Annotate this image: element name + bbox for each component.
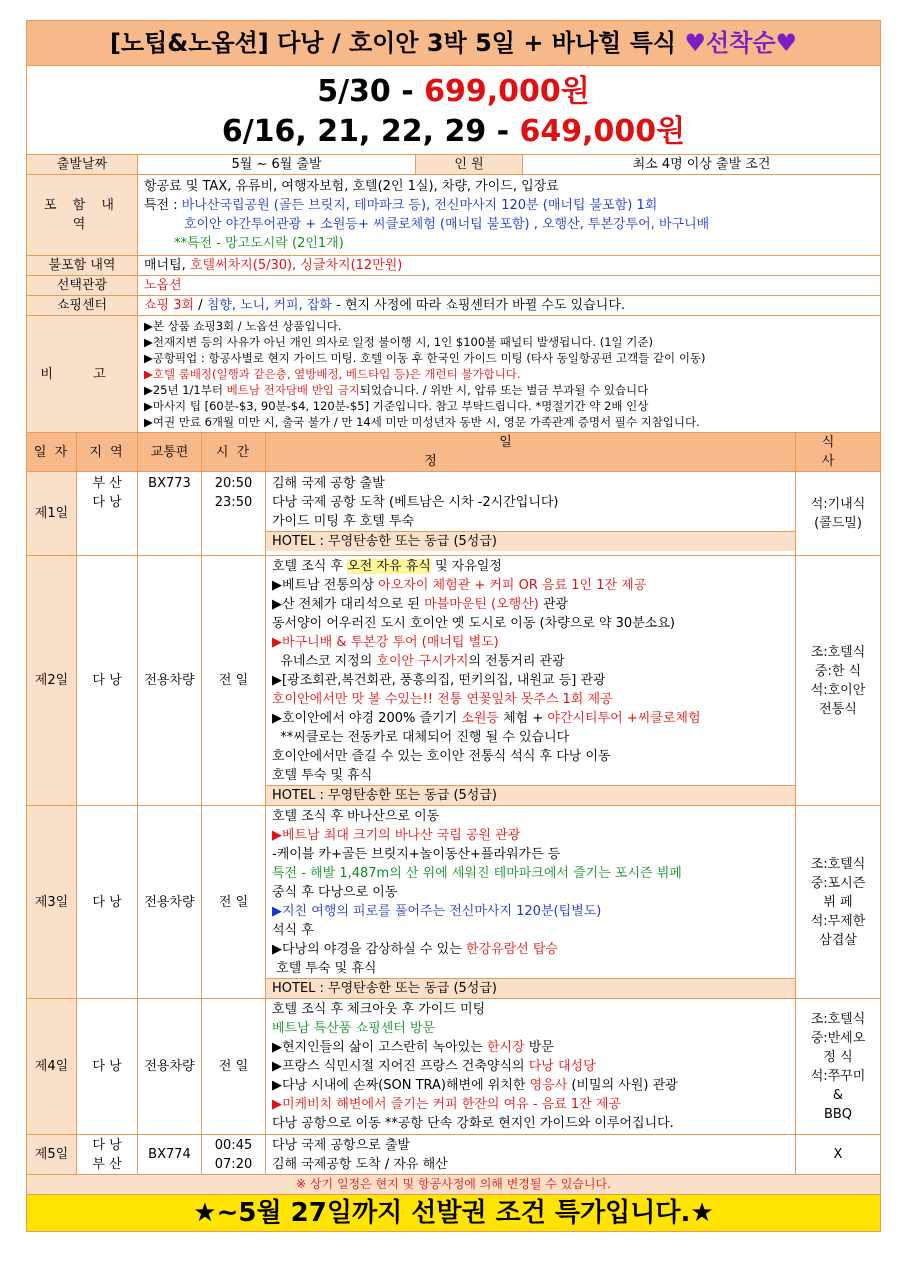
day3-schedule xyxy=(266,806,796,999)
option-value: 노옵션 xyxy=(138,276,881,296)
col-place: 지 역 xyxy=(77,433,138,472)
day4-item-3 xyxy=(266,1038,795,1057)
day4-item-3-post: 방문 xyxy=(524,1040,554,1055)
remark-1: ▶본 상품 쇼핑3회 / 노옵션 상품입니다. xyxy=(144,319,342,333)
day2-item-11: 호이안에서만 즐길 수 있는 호이안 전통식 석식 후 다낭 이동 xyxy=(272,749,611,764)
day4-item-6: ▶미케비치 해변에서 즐기는 커피 한잔의 여유 - 음료 1잔 제공 xyxy=(272,1097,621,1112)
remark-4: ▶호텔 룸배정(일행과 같은층, 옆방배정, 베드타입 등)은 개런티 불가합니다. xyxy=(144,367,521,381)
promo-banner: ★~5월 27일까지 선발권 조건 특가입니다.★ xyxy=(27,1195,881,1232)
day4-item-5-red: 영응사 xyxy=(529,1078,568,1093)
day4-item-1: 호텔 조식 후 체크아웃 후 가이드 미팅 xyxy=(272,1002,486,1017)
day4-transport: 전용차량 xyxy=(138,999,202,1135)
day4-meal-4: 석:쭈꾸미 xyxy=(810,1068,866,1084)
day2-item-9-pre: ▶호이안에서 야경 200% 즐기기 xyxy=(272,711,462,726)
shop-content xyxy=(138,296,881,316)
day2-item-12: 호텔 투숙 및 휴식 xyxy=(272,768,373,783)
day2-item-7: ▶[광조회관,복건회관, 풍흥의집, 떤키의집, 내원교 등] 관광 xyxy=(272,673,606,688)
first-come-badge: ♥선착순♥ xyxy=(684,28,798,57)
day3-item-5: 중식 후 다낭으로 이동 xyxy=(272,885,398,900)
day5-schedule xyxy=(266,1135,796,1175)
day1-transport: BX773 xyxy=(138,472,202,556)
day3-item-4: 특전 - 해발 1,487m의 산 위에 세워진 테마파크에서 즐기는 포시즌 뷔페 xyxy=(272,866,682,881)
day2-item-6-post: 의 전통거리 관광 xyxy=(468,654,565,669)
remark-5-red: 베트남 전자담배 반입 금지 xyxy=(226,383,360,397)
price-line-2 xyxy=(27,112,880,152)
day2-item-6 xyxy=(266,652,795,671)
itinerary-document xyxy=(26,20,880,1232)
day2-item-9-red2: 야간시티투어 +씨클로체험 xyxy=(547,711,701,726)
day4-item-3-pre: ▶현지인들의 삶이 고스란히 녹아있는 xyxy=(272,1040,487,1055)
day2-meal-2: 중:한 식 xyxy=(814,663,862,679)
include-label: 포 함 내 역 xyxy=(27,175,138,256)
day1-time xyxy=(202,472,266,556)
day2-item-9 xyxy=(266,709,795,728)
include-special-prefix: 특전 : xyxy=(144,198,182,213)
day-label-5: 제5일 xyxy=(27,1135,77,1175)
day4-place: 다 낭 xyxy=(77,999,138,1135)
day-row-3 xyxy=(27,806,881,999)
day5-item-1: 다낭 국제 공항으로 출발 xyxy=(272,1137,410,1153)
day4-item-5-post: (비밀의 사원) 관광 xyxy=(567,1078,678,1093)
day3-item-3: -케이블 카+골든 브릿지+놀이동산+플라워가든 등 xyxy=(272,847,561,862)
day5-place-from: 다 낭 xyxy=(92,1137,122,1153)
day5-item-2: 김해 국제공항 도착 / 자유 해산 xyxy=(272,1156,448,1172)
day1-time-arrive: 23:50 xyxy=(214,495,253,510)
day5-place-to: 부 산 xyxy=(92,1156,122,1172)
day4-meal-1: 조:호텔식 xyxy=(810,1011,866,1027)
day2-item-3-post: 관광 xyxy=(538,597,569,612)
day-row-4 xyxy=(27,999,881,1135)
remark-5 xyxy=(144,382,874,398)
depart-label: 출발날짜 xyxy=(27,155,138,175)
col-transport: 교통편 xyxy=(138,433,202,472)
remark-5-pre: ▶25년 1/1부터 xyxy=(144,383,227,397)
day3-item-1: 호텔 조식 후 바나산으로 이동 xyxy=(272,809,440,824)
remark-7: ▶여권 만료 6개월 미만 시, 출국 불가 / 만 14세 미만 미성년자 동반 시, 영문 가족관계 증명서 필수 지참입니다. xyxy=(144,415,700,429)
day4-meal xyxy=(796,999,881,1135)
day1-place-to: 다 낭 xyxy=(92,495,122,510)
day1-item-2: 다낭 국제 공항 도착 (베트남은 시차 -2시간입니다) xyxy=(272,495,559,510)
day2-item-9-mid: 체험 + xyxy=(498,711,548,726)
price-dates-2: 6/16, 21, 22, 29 - xyxy=(221,114,520,149)
day4-meal-2: 중:반세오 xyxy=(810,1030,866,1046)
price-dates-1: 5/30 - xyxy=(317,74,425,109)
day2-meal-1: 조:호텔식 xyxy=(810,644,866,660)
day2-item-3-pre: ▶산 전체가 대리석으로 된 xyxy=(272,597,425,612)
exclude-label: 불포함 내역 xyxy=(27,256,138,276)
day4-item-2: 베트남 특산품 쇼핑센터 방문 xyxy=(272,1021,436,1036)
title-bar xyxy=(27,21,881,66)
day-label-4: 제4일 xyxy=(27,999,77,1135)
col-day: 일 자 xyxy=(27,433,77,472)
exclude-prefix: 매너팁, xyxy=(144,258,190,273)
day-label-1: 제1일 xyxy=(27,472,77,556)
day4-item-4-pre: ▶프랑스 식민시절 지어진 프랑스 건축양식의 xyxy=(272,1059,529,1074)
day2-item-1-pre: 호텔 조식 후 xyxy=(272,559,348,574)
day3-meal-2: 중:포시즌 xyxy=(810,875,866,891)
day2-place: 다 낭 xyxy=(77,556,138,806)
day4-schedule xyxy=(266,999,796,1135)
day2-item-5: ▶바구니배 & 투본강 투어 (매너팁 별도) xyxy=(272,635,499,650)
day1-place xyxy=(77,472,138,556)
day5-place xyxy=(77,1135,138,1175)
remark-3: ▶공항픽업 : 항공사별로 현지 가이드 미팅. 호텔 이동 후 한국인 가이드 미팅 (타사 동일항공편 고객들 같이 이동) xyxy=(144,351,706,365)
day2-item-1 xyxy=(266,557,795,576)
day-label-2: 제2일 xyxy=(27,556,77,806)
day4-item-5-pre: ▶다낭 시내에 손짜(SON TRA)해변에 위치한 xyxy=(272,1078,530,1093)
remarks-label: 비 고 xyxy=(27,316,138,433)
day4-item-7: 다낭 공항으로 이동 **공항 단속 강화로 현지인 가이드와 이루어집니다. xyxy=(272,1116,674,1131)
day3-place: 다 낭 xyxy=(77,806,138,999)
day3-hotel: HOTEL : 무영탄송한 또는 동급 (5성급) xyxy=(266,978,795,998)
day2-meal xyxy=(796,556,881,806)
remark-5-post: 되었습니다. / 위반 시, 압류 또는 벌금 부과될 수 있습니다 xyxy=(359,383,649,397)
day2-item-2-red: 아오자이 체험관 + 커피 OR 음료 1인 1잔 제공 xyxy=(378,578,647,593)
people-value: 최소 4명 이상 출발 조건 xyxy=(523,155,881,175)
remark-6: ▶마사지 팁 [60분-$3, 90분-$4, 120분-$5] 기준입니다. 참고 부탁드립니다. *명절기간 약 2배 인상 xyxy=(144,399,649,413)
day2-transport: 전용차량 xyxy=(138,556,202,806)
option-label: 선택관광 xyxy=(27,276,138,296)
day1-item-1: 김해 국제 공항 출발 xyxy=(272,476,385,491)
day1-hotel: HOTEL : 무영탄송한 또는 동급 (5성급) xyxy=(266,531,795,551)
day3-item-6: ▶지친 여행의 피로를 풀어주는 전신마사지 120분(팁별도) xyxy=(272,904,602,919)
day3-item-8 xyxy=(266,940,795,959)
itinerary-table xyxy=(26,20,881,1232)
day5-time-depart: 00:45 xyxy=(214,1137,253,1153)
day1-meal-1: 석:기내식 xyxy=(810,496,866,512)
day3-time: 전 일 xyxy=(202,806,266,999)
day4-meal-6: BBQ xyxy=(823,1106,853,1122)
shop-count: 쇼핑 3회 xyxy=(144,298,195,313)
day1-place-from: 부 산 xyxy=(92,476,122,491)
day2-hotel: HOTEL : 무영탄송한 또는 동급 (5성급) xyxy=(266,785,795,805)
include-line-3: 호이안 야간투어관광 + 소원등+ 씨클로체험 (매너팁 불포함) , 오행산, 투본강투어, 바구니배 xyxy=(184,217,710,232)
day4-meal-3: 정 식 xyxy=(823,1049,853,1065)
day4-item-4-red: 다낭 대성당 xyxy=(528,1059,596,1074)
day-row-2 xyxy=(27,556,881,806)
shop-label: 쇼핑센터 xyxy=(27,296,138,316)
remarks-content xyxy=(138,316,881,433)
day3-item-8-red: 한강유람선 탑승 xyxy=(465,942,558,957)
depart-value: 5월 ~ 6월 출발 xyxy=(138,155,416,175)
shop-sep: / xyxy=(194,298,207,313)
page-title: [노팁&노옵션] 다낭 / 호이안 3박 5일 + 바나힐 특식 xyxy=(109,28,677,57)
day4-item-5 xyxy=(266,1076,795,1095)
day3-item-2: ▶베트남 최대 크기의 바나산 국립 공원 관광 xyxy=(272,828,521,843)
col-meal: 식 사 xyxy=(796,433,881,472)
day2-schedule xyxy=(266,556,796,806)
shop-note: - 현지 사정에 따라 쇼핑센터가 바뀔 수도 있습니다. xyxy=(332,298,626,313)
footnote: ※ 상기 일정은 현지 및 항공사정에 의해 변경될 수 있습니다. xyxy=(27,1175,881,1195)
exclude-red: 호텔써차지(5/30), 싱글차지(12만원) xyxy=(189,258,403,273)
day2-item-2 xyxy=(266,576,795,595)
day1-time-depart: 20:50 xyxy=(214,476,253,491)
day3-item-9: 호텔 투숙 및 휴식 xyxy=(272,961,377,976)
remark-2: ▶천재지변 등의 사유가 아닌 개인 의사로 일정 불이행 시, 1인 $100불 패널티 발생됩니다. (1일 기준) xyxy=(144,335,654,349)
day3-meal xyxy=(796,806,881,999)
day2-item-10: **씨클로는 전동카로 대체되어 진행 될 수 있습니다 xyxy=(272,730,570,745)
day2-item-1-highlight: 오전 자유 휴식 xyxy=(347,559,431,574)
day1-schedule xyxy=(266,472,796,556)
day2-item-9-red1: 소원등 xyxy=(461,711,499,726)
day2-meal-3: 석:호이안 xyxy=(810,682,866,698)
day4-item-3-red: 한시장 xyxy=(486,1040,525,1055)
day2-item-3-red: 마블마운틴 (오행산) xyxy=(424,597,539,612)
day4-meal-5: & xyxy=(832,1087,844,1103)
day3-meal-1: 조:호텔식 xyxy=(810,856,866,872)
day5-time xyxy=(202,1135,266,1175)
price-amount-2: 649,000원 xyxy=(519,114,686,149)
people-label: 인 원 xyxy=(416,155,523,175)
day2-item-1-post: 및 자유일정 xyxy=(430,559,502,574)
include-content xyxy=(138,175,881,256)
day4-item-4 xyxy=(266,1057,795,1076)
include-line-2 xyxy=(144,196,874,215)
day1-meal xyxy=(796,472,881,556)
include-line-1: 항공료 및 TAX, 유류비, 여행자보험, 호텔(2인 1실), 차량, 가이드, 입장료 xyxy=(144,179,559,194)
day5-meal: X xyxy=(796,1135,881,1175)
price-block xyxy=(27,66,881,155)
day2-meal-4: 전통식 xyxy=(819,701,857,717)
include-special: 바나산국립공원 (골든 브릿지, 테마파크 등), 전신마사지 120분 (매너팁 불포함) 1회 xyxy=(181,198,658,213)
day5-transport: BX774 xyxy=(138,1135,202,1175)
col-time: 시 간 xyxy=(202,433,266,472)
day-row-1 xyxy=(27,472,881,556)
day2-item-3 xyxy=(266,595,795,614)
day3-item-8-pre: ▶다낭의 야경을 감상하실 수 있는 xyxy=(272,942,466,957)
day3-meal-5: 삼겹살 xyxy=(819,932,857,948)
col-schedule: 일 정 xyxy=(266,433,796,472)
day4-time: 전 일 xyxy=(202,999,266,1135)
include-line-4: **특전 - 망고도시락 (2인1개) xyxy=(174,236,344,251)
day3-meal-3: 뷔 페 xyxy=(823,894,853,910)
price-amount-1: 699,000원 xyxy=(424,74,590,109)
exclude-content xyxy=(138,256,881,276)
day2-time: 전 일 xyxy=(202,556,266,806)
day-row-5 xyxy=(27,1135,881,1175)
day3-meal-4: 석:무제한 xyxy=(810,913,866,929)
day5-time-arrive: 07:20 xyxy=(214,1156,253,1172)
shop-items: 침향, 노니, 커피, 잡화 xyxy=(206,298,332,313)
day3-item-7: 석식 후 xyxy=(272,923,314,938)
day1-item-3: 가이드 미팅 후 호텔 투숙 xyxy=(272,514,415,529)
day2-item-4: 동서양이 어우러진 도시 호이안 옛 도시로 이동 (차량으로 약 30분소요) xyxy=(272,616,675,631)
day-label-3: 제3일 xyxy=(27,806,77,999)
day2-item-6-pre: 유네스코 지정의 xyxy=(272,654,377,669)
day3-transport: 전용차량 xyxy=(138,806,202,999)
day2-item-2-pre: ▶베트남 전통의상 xyxy=(272,578,379,593)
price-line-1 xyxy=(27,72,880,112)
day1-meal-2: (콜드밀) xyxy=(814,515,862,531)
day2-item-6-red: 호이안 구시가지 xyxy=(376,654,469,669)
day2-item-8: 호이안에서만 맛 볼 수있는!! 전통 연꽃잎차 못주스 1회 제공 xyxy=(272,692,613,707)
